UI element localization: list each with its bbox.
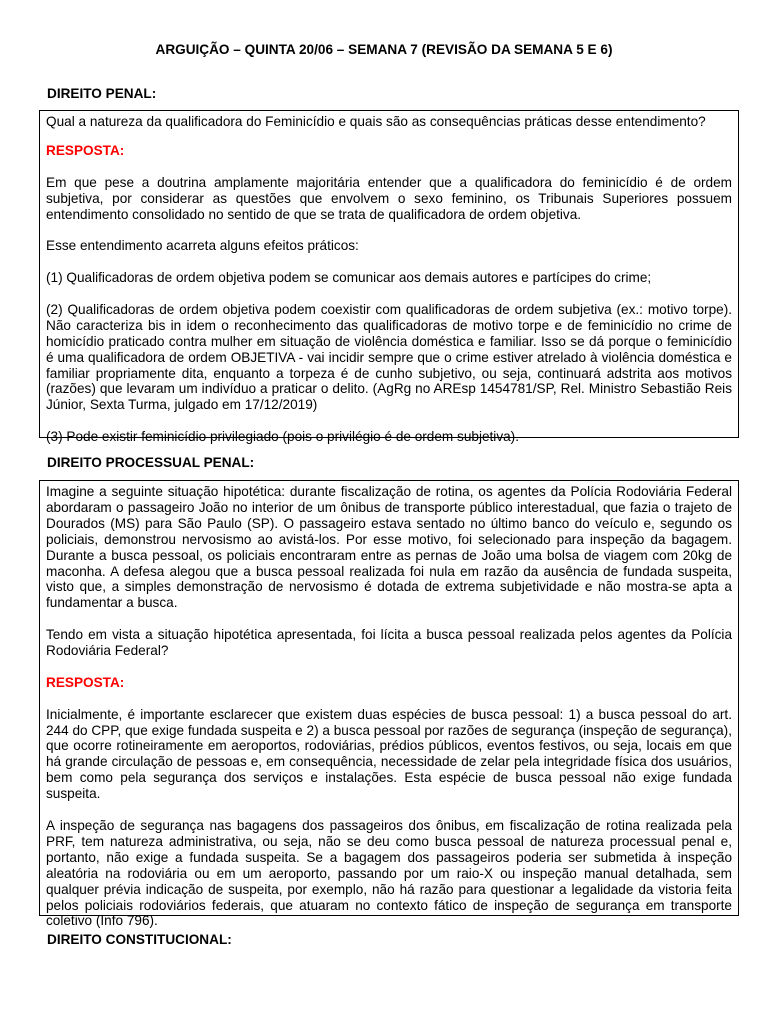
penal-paragraph: (3) Pode existir feminicídio privilegiado (pois o privilégio é de ordem subjetiva).	[46, 429, 519, 445]
processual-paragraph: Inicialmente, é importante esclarecer que existem duas espécies de busca pessoal: 1) a busca pessoal do art. 244 do CPP, que exige fundada suspeita e 2) a busca pessoal por razões de segurança (inspeção de segurança), que ocorre rotineiramente em aeroportos, rodoviárias, prédios públicos, eventos festivos, ou seja, locais em que há grande circulação de pessoas e, em consequência, necessidade de zelar pela integridade física dos usuários, bem como pela segurança dos serviços e instalações. Esta espécie de busca pessoal não exige fundada suspeita.	[46, 706, 732, 802]
penal-paragraph: Em que pese a doutrina amplamente majoritária entender que a qualificadora do feminicídio é de ordem subjetiva, por considerar as questões que envolvem o sexo feminino, os Tribunais Superiores possuem entendimento consolidado no sentido de que se trata de qualificadora de ordem objetiva.	[46, 174, 732, 222]
penal-paragraph: Esse entendimento acarreta alguns efeitos práticos:	[46, 238, 359, 254]
section-heading-penal: DIREITO PENAL:	[47, 86, 157, 101]
penal-answer-label: RESPOSTA:	[46, 142, 125, 158]
section-heading-processual: DIREITO PROCESSUAL PENAL:	[47, 455, 255, 470]
processual-question: Tendo em vista a situação hipotética apresentada, foi lícita a busca pessoal realizada pelos agentes da Polícia Rodoviária Federal?	[46, 627, 732, 659]
penal-paragraph: (2) Qualificadoras de ordem objetiva podem coexistir com qualificadoras de ordem subjetiva (ex.: motivo torpe). Não caracteriza bis in idem o reconhecimento das qualificadoras de motivo torpe e de feminicídio no crime de homicídio praticado contra mulher em situação de violência doméstica e familiar. Isso se dá porque o feminicídio é uma qualificadora de ordem OBJETIVA - vai incidir sempre que o crime estiver atrelado à violência doméstica e familiar propriamente dita, enquanto a torpeza é de cunho subjetivo, ou seja, continuará adstrita aos motivos (razões) que levaram um indivíduo a praticar o delito. (AgRg no AREsp 1454781/SP, Rel. Ministro Sebastião Reis Júnior, Sexta Turma, julgado em 17/12/2019)	[46, 301, 732, 413]
document-title: ARGUIÇÃO – QUINTA 20/06 – SEMANA 7 (REVISÃO DA SEMANA 5 E 6)	[155, 42, 613, 57]
processual-answer-label: RESPOSTA:	[46, 674, 125, 690]
processual-paragraph: A inspeção de segurança nas bagagens dos passageiros dos ônibus, em fiscalização de rotina realizada pela PRF, tem natureza administrativa, ou seja, não se deu como busca pessoal de natureza processual penal e, portanto, não exige a fundada suspeita. Se a bagagem dos passageiros poderia ser submetida à inspeção aleatória na rodoviária ou em um aeroporto, passando por um raio-X ou inspeção manual detalhada, sem qualquer prévia indicação de suspeita, por exemplo, não há razão para questionar a legalidade da vistoria feita pelos policiais rodoviários federais, que atuaram no contexto fático de inspeção de segurança em transporte coletivo (Info 796).	[46, 817, 732, 929]
penal-paragraph: (1) Qualificadoras de ordem objetiva podem se comunicar aos demais autores e partícipes do crime;	[46, 270, 652, 286]
processual-box	[39, 480, 739, 929]
section-heading-constitucional: DIREITO CONSTITUCIONAL:	[47, 932, 232, 947]
penal-box	[39, 110, 739, 445]
penal-question: Qual a natureza da qualificadora do Feminicídio e quais são as consequências práticas desse entendimento?	[46, 114, 706, 129]
processual-scenario: Imagine a seguinte situação hipotética: durante fiscalização de rotina, os agentes da Polícia Rodoviária Federal abordaram o passageiro João no interior de um ônibus de transporte público interestadual, que fazia o trajeto de Dourados (MS) para São Paulo (SP). O passageiro estava sentado no último banco do veículo e, segundo os policiais, demonstrou nervosismo ao avistá-los. Por esse motivo, foi selecionado para inspeção da bagagem. Durante a busca pessoal, os policiais encontraram entre as pernas de João uma bolsa de viagem com 20kg de maconha. A defesa alegou que a busca pessoal realizada foi nula em razão da ausência de fundada suspeita, visto que, a simples demonstração de nervosismo é dotada de extrema subjetividade e não mostra-se apta a fundamentar a busca.	[46, 484, 732, 611]
